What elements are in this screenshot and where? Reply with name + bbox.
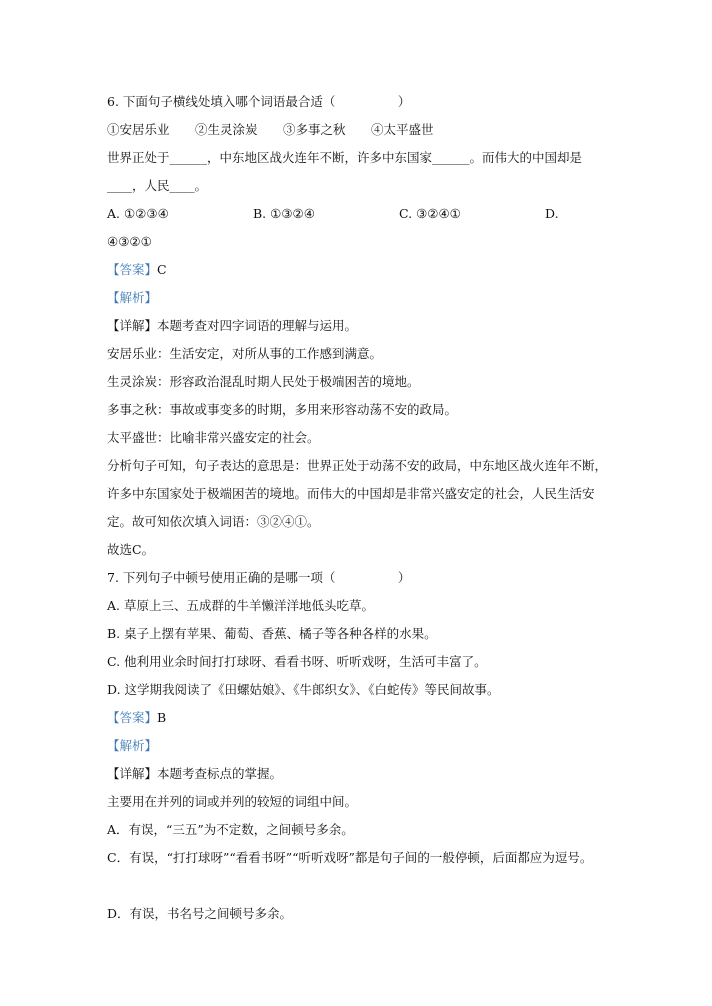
q6-sentence-line-2: ____，人民____。 (107, 178, 208, 193)
q6-detail-6: 分析句子可知，句子表达的意思是：世界正处于动荡不安的政局，中东地区战火连年不断， (107, 458, 608, 473)
q6-answer-tag: 【答案】 (107, 262, 158, 277)
q6-choice-3: ③多事之秋 (283, 122, 346, 137)
q6-answer-value: C (157, 262, 167, 277)
q7-option-d: D. 这学期我阅读了《田螺姑娘》、《牛郎织女》、《白蛇传》等民间故事。 (107, 682, 500, 697)
q6-detail-9: 故选C。 (107, 542, 155, 557)
q6-analysis-tag: 【解析】 (107, 290, 158, 305)
q7-answer-tag: 【答案】 (107, 710, 158, 725)
q6-choice-1: ①安居乐业 (107, 122, 170, 137)
q6-options (107, 206, 559, 222)
q6-option-d: D. (545, 206, 559, 221)
q6-detail-8: 定。故可知依次填入词语：③②④①。 (107, 514, 320, 529)
q7-detail-5: D．有误，书名号之间顿号多余。 (107, 906, 293, 921)
q6-answer (107, 262, 167, 278)
q6-detail-7: 许多中东国家处于极端困苦的境地。而伟大的中国却是非常兴盛安定的社会，人民生活安 (107, 486, 595, 501)
q6-stem: 6. 下面句子横线处填入哪个词语最合适（ ） (107, 94, 411, 109)
q7-answer-value: B (157, 710, 167, 725)
q7-detail-4: C．有误，“打打球呀”“看看书呀”“听听戏呀”都是句子间的一般停顿，后面都应为逗号。 (107, 850, 593, 865)
q6-detail-4: 多事之秋：事故或事变多的时期，多用来形容动荡不安的政局。 (107, 402, 458, 417)
q7-detail-1: 【详解】本题考查标点的掌握。 (107, 766, 283, 781)
q6-option-b: B. ①③②④ (253, 206, 315, 221)
q6-choice-4: ④太平盛世 (371, 122, 434, 137)
q6-sentence-line-1: 世界正处于______，中东地区战火连年不断，许多中东国家______。而伟大的中国却是 (107, 150, 583, 165)
q6-option-a: A. ①②③④ (107, 206, 169, 221)
q7-detail-2: 主要用在并列的词或并列的较短的词组中间。 (107, 794, 358, 809)
q6-option-c: C. ③②④① (399, 206, 461, 221)
q6-choice-2: ②生灵涂炭 (195, 122, 258, 137)
q6-choices (107, 122, 434, 138)
q6-detail-3: 生灵涂炭：形容政治混乱时期人民处于极端困苦的境地。 (107, 374, 420, 389)
q7-option-b: B. 桌子上摆有苹果、葡萄、香蕉、橘子等各种各样的水果。 (107, 626, 437, 641)
q7-option-c: C. 他利用业余时间打打球呀、看看书呀、听听戏呀，生活可丰富了。 (107, 654, 487, 669)
q6-detail-1: 【详解】本题考查对四字词语的理解与运用。 (107, 318, 358, 333)
q7-detail-3: A．有误，“三五”为不定数，之间顿号多余。 (107, 822, 354, 837)
q7-option-a: A. 草原上三、五成群的牛羊懒洋洋地低头吃草。 (107, 598, 374, 613)
q6-option-d-continued: ④③②① (107, 234, 152, 249)
q6-detail-5: 太平盛世：比喻非常兴盛安定的社会。 (107, 430, 320, 445)
q6-detail-2: 安居乐业：生活安定，对所从事的工作感到满意。 (107, 346, 383, 361)
q7-answer (107, 710, 166, 726)
q7-stem: 7. 下列句子中顿号使用正确的是哪一项（ ） (107, 570, 411, 585)
q7-analysis-tag: 【解析】 (107, 738, 158, 753)
